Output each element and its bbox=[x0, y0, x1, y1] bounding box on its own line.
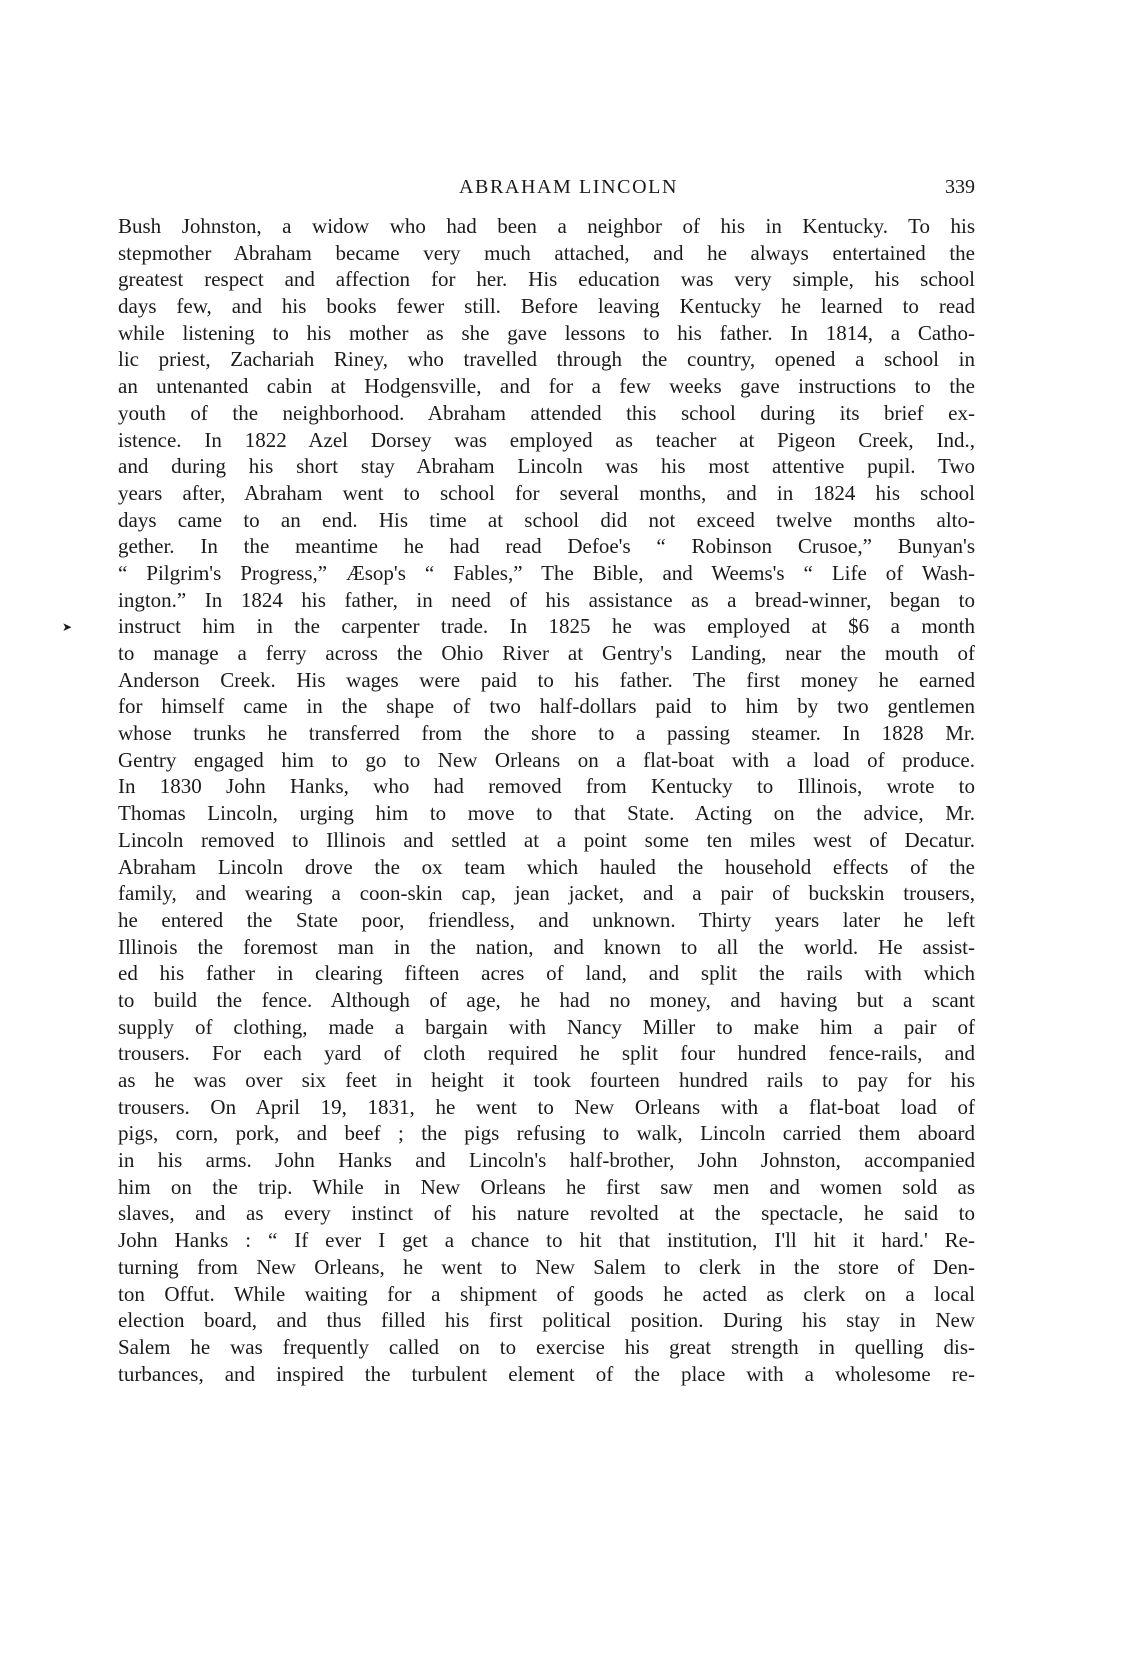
page-number: 339 bbox=[945, 176, 975, 198]
text-line: instruct him in the carpenter trade. In 1825 he was employed at $6 a month bbox=[118, 614, 975, 639]
text-line: turbances, and inspired the turbulent element of the place with a wholesome re- bbox=[118, 1361, 975, 1386]
text-line: ton Offut. While waiting for a shipment of goods he acted as clerk on a local bbox=[118, 1281, 975, 1306]
text-line: John Hanks : “ If ever I get a chance to hit that institution, I'll hit it hard.' Re- bbox=[118, 1228, 975, 1253]
text-line: family, and wearing a coon-skin cap, jean jacket, and a pair of buckskin trousers, bbox=[118, 881, 975, 906]
text-line: supply of clothing, made a bargain with Nancy Miller to make him a pair of bbox=[118, 1014, 975, 1039]
text-line: for himself came in the shape of two half-dollars paid to him by two gentlemen bbox=[118, 694, 975, 719]
text-line: to build the fence. Although of age, he had no money, and having but a scant bbox=[118, 987, 975, 1012]
text-line: “ Pilgrim's Progress,” Æsop's “ Fables,” The Bible, and Weems's “ Life of Wash- bbox=[118, 560, 975, 585]
text-line: trousers. For each yard of cloth required he split four hundred fence-rails, and bbox=[118, 1041, 975, 1066]
text-line: lic priest, Zachariah Riney, who travelled through the country, opened a school in bbox=[118, 347, 975, 372]
text-line: gether. In the meantime he had read Defoe's “ Robinson Crusoe,” Bunyan's bbox=[118, 534, 975, 559]
text-line: pigs, corn, pork, and beef ; the pigs refusing to walk, Lincoln carried them aboard bbox=[118, 1121, 975, 1146]
text-line bbox=[118, 1387, 975, 1414]
text-line: days few, and his books fewer still. Before leaving Kentucky he learned to read bbox=[118, 294, 975, 319]
text-line: trousers. On April 19, 1831, he went to New Orleans with a flat-boat load of bbox=[118, 1094, 975, 1119]
text-line: Gentry engaged him to go to New Orleans on a flat-boat with a load of produce. bbox=[118, 747, 975, 772]
text-line: Salem he was frequently called on to exercise his great strength in quelling dis- bbox=[118, 1334, 975, 1359]
text-line: days came to an end. His time at school did not exceed twelve months alto- bbox=[118, 507, 975, 532]
text-line: he entered the State poor, friendless, and unknown. Thirty years later he left bbox=[118, 907, 975, 932]
running-head bbox=[0, 172, 1137, 202]
text-line: greatest respect and affection for her. His education was very simple, his school bbox=[118, 267, 975, 292]
text-line: istence. In 1822 Azel Dorsey was employed as teacher at Pigeon Creek, Ind., bbox=[118, 427, 975, 452]
text-line: Anderson Creek. His wages were paid to his father. The first money he earned bbox=[118, 667, 975, 692]
text-line: slaves, and as every instinct of his nature revolted at the spectacle, he said to bbox=[118, 1201, 975, 1226]
text-line: in his arms. John Hanks and Lincoln's half-brother, John Johnston, accompanied bbox=[118, 1148, 975, 1173]
text-line: turning from New Orleans, he went to New Salem to clerk in the store of Den- bbox=[118, 1254, 975, 1279]
text-line: Thomas Lincoln, urging him to move to that State. Acting on the advice, Mr. bbox=[118, 801, 975, 826]
margin-arrow-mark: ➤ bbox=[62, 620, 73, 634]
text-line: In 1830 John Hanks, who had removed from Kentucky to Illinois, wrote to bbox=[118, 774, 975, 799]
text-line: him on the trip. While in New Orleans he first saw men and women sold as bbox=[118, 1174, 975, 1199]
text-line: an untenanted cabin at Hodgensville, and for a few weeks gave instructions to the bbox=[118, 374, 975, 399]
text-line: ed his father in clearing fifteen acres of land, and split the rails with which bbox=[118, 961, 975, 986]
text-line: ington.” In 1824 his father, in need of his assistance as a bread-winner, began to bbox=[118, 587, 975, 612]
text-line: years after, Abraham went to school for several months, and in 1824 his school bbox=[118, 480, 975, 505]
body-text bbox=[118, 213, 975, 1414]
text-line: and during his short stay Abraham Lincoln was his most attentive pupil. Two bbox=[118, 454, 975, 479]
text-line: Lincoln removed to Illinois and settled at a point some ten miles west of Decatur. bbox=[118, 827, 975, 852]
text-line: election board, and thus filled his first political position. During his stay in New bbox=[118, 1308, 975, 1333]
text-line: to manage a ferry across the Ohio River at Gentry's Landing, near the mouth of bbox=[118, 641, 975, 665]
text-line: youth of the neighborhood. Abraham attended this school during its brief ex- bbox=[118, 400, 975, 425]
running-title: ABRAHAM LINCOLN bbox=[459, 176, 678, 198]
text-line: Bush Johnston, a widow who had been a neighbor of his in Kentucky. To his bbox=[118, 214, 975, 238]
text-line: while listening to his mother as she gave lessons to his father. In 1814, a Catho- bbox=[118, 320, 975, 345]
text-line: whose trunks he transferred from the shore to a passing steamer. In 1828 Mr. bbox=[118, 721, 975, 746]
text-line: Illinois the foremost man in the nation, and known to all the world. He assist- bbox=[118, 934, 975, 959]
text-line: as he was over six feet in height it took fourteen hundred rails to pay for his bbox=[118, 1068, 975, 1092]
text-line: stepmother Abraham became very much attached, and he always entertained the bbox=[118, 240, 975, 265]
text-line: Abraham Lincoln drove the ox team which hauled the household effects of the bbox=[118, 854, 975, 879]
